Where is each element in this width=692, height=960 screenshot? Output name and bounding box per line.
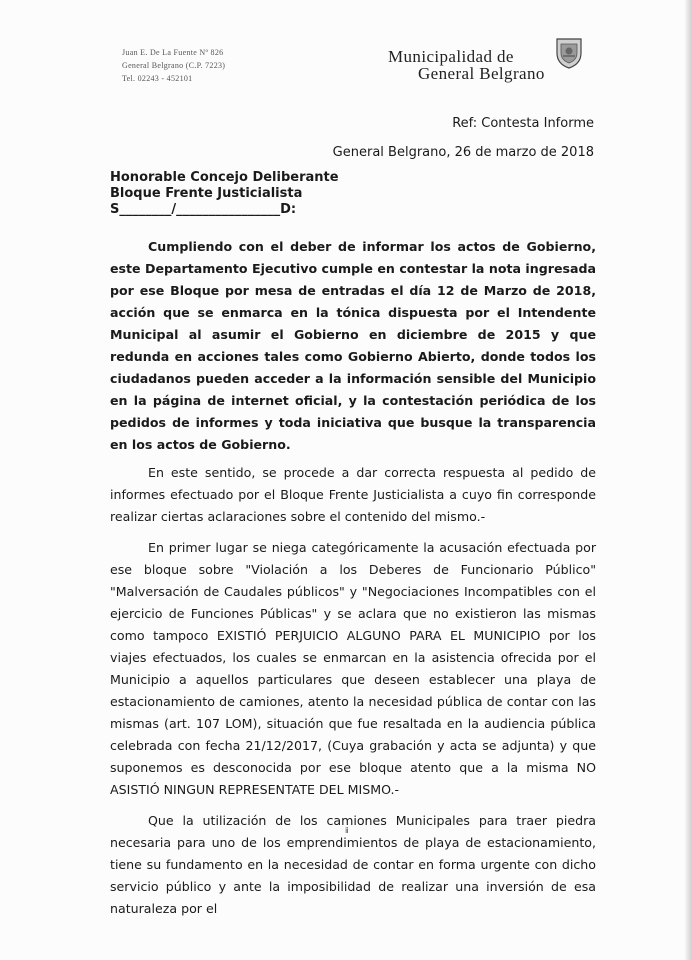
body-paragraph: Cumpliendo con el deber de informar los actos de Gobierno, este Departamento Ejecutivo cumple en contestar la nota ingresada por ese Bloque por mesa de entradas el día 12 de Marzo de 2018, acción que se enmarca en la tónica dispuesta por el Intendente Municipal al asumir el Gobierno en diciembre de 2015 y que redunda en acciones tales como Gobierno Abierto, donde todos los ciudadanos pueden acceder a la información sensible del Municipio en la página de internet oficial, y la contestación periódica de los pedidos de informes y toda iniciativa que busque la transparencia en los actos de Gobierno. [110, 239, 596, 452]
letterhead-municipality [388, 48, 568, 82]
municipal-crest-icon [553, 36, 585, 70]
reference-line: Ref: Contesta Informe [452, 116, 594, 131]
body-paragraph: Que la utilización de los camiones Municipales para traer piedra necesaria para uno de los emprendimientos de playa de estacionamiento, tiene su fundamento en la necesidad de contar en forma urgente con dicho servicio público y ante la imposibilidad de realizar una inversión de esa naturaleza por el [110, 813, 596, 916]
addressee-line1: Honorable Concejo Deliberante [110, 170, 339, 185]
body-paragraph: En primer lugar se niega categóricamente la acusación efectuada por ese bloque sobre "Violación a los Deberes de Funcionario Público" "Malversación de Caudales públicos" y "Negociaciones Incompatibles con el ejercicio de Funciones Públicas" y se aclara que no existieron las mismas como tampoco EXISTIÓ PERJUICIO ALGUNO PARA EL MUNICIPIO por los viajes efectuados, los cuales se enmarcan en la asistencia ofrecida por el Municipio a aquellos particulares que deseen establecer una playa de estacionamiento de camiones, atento la necesidad pública de contar con las mismas (art. 107 LOM), situación que fue resaltada en la audiencia pública celebrada con fecha 21/12/2017, (Cuya grabación y acta se adjunta) y que suponemos es desconocida por ese bloque atento que a la misma NO ASISTIÓ NINGUN REPRESENTATE DEL MISMO.- [110, 540, 596, 797]
municipality-line2: General Belgrano [418, 64, 545, 83]
letter-body [110, 236, 596, 929]
address-phone: Tel. 02243 - 452101 [122, 74, 193, 83]
page-edge-shadow [684, 0, 692, 960]
letterhead-address [122, 46, 225, 85]
addressee-block [110, 170, 339, 218]
municipality-line1: Municipalidad de [388, 47, 514, 66]
body-paragraph: En este sentido, se procede a dar correcta respuesta al pedido de informes efectuado por el Bloque Frente Justicialista a cuyo fin corresponde realizar ciertas aclaraciones sobre el contenido del mismo.- [110, 465, 596, 524]
addressee-line2: Bloque Frente Justicialista [110, 186, 303, 201]
address-city: General Belgrano (C.P. 7223) [122, 61, 226, 70]
place-date-line: General Belgrano, 26 de marzo de 2018 [332, 145, 594, 160]
address-street: Juan E. De La Fuente Nº 826 [122, 48, 224, 57]
addressee-line3: S________/________________D: [110, 202, 297, 217]
page-mark: ⅱ [345, 826, 349, 835]
